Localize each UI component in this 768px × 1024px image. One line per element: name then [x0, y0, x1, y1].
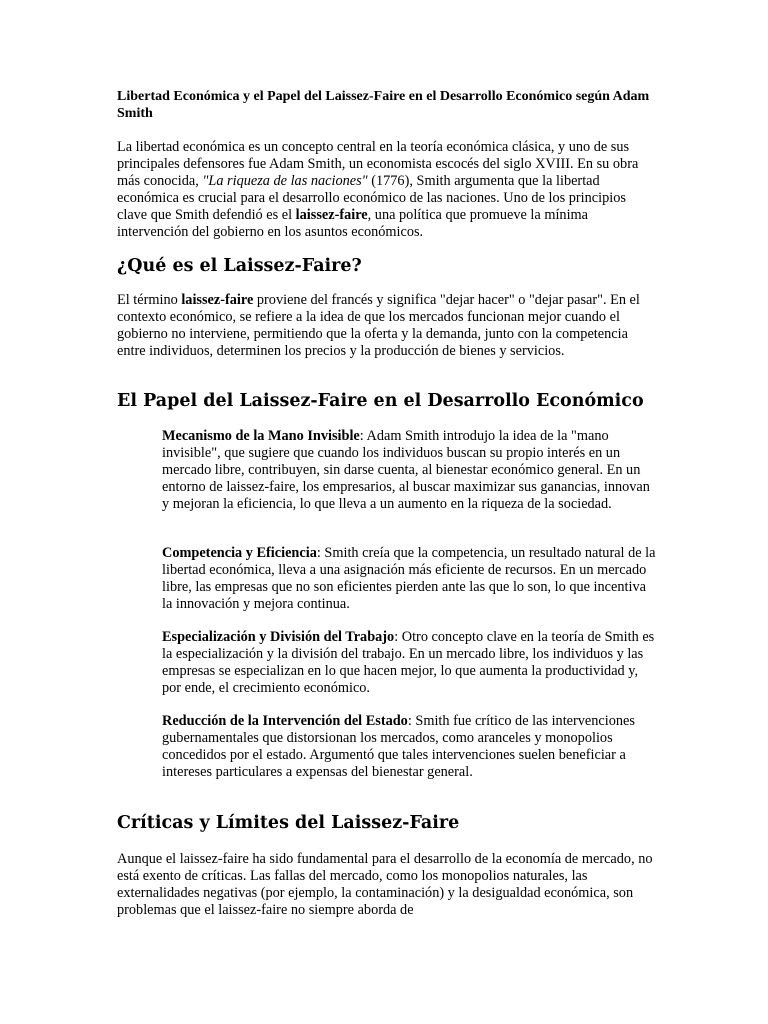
list-item: [162, 428, 657, 513]
section2-heading: El Papel del Laissez-Faire en el Desarrollo Económico: [117, 391, 644, 411]
section3-paragraph: Aunque el laissez-faire ha sido fundamental para el desarrollo de la economía de mercado, no está exento de críticas. Las fallas del mercado, como los monopolios naturales, las externalidades negativas (por ejemplo, la contaminación) y la desigualdad económica, son problemas que el laissez-faire no siempre aborda de: [117, 851, 653, 918]
section1-text-2: proviene del francés y significa "dejar hacer" o "dejar pasar". En el contexto económico, se refiere a la idea de que los mercados funcionan mejor cuando el gobierno no interviene, permitiendo que la oferta y la demanda, junto con la competencia entre individuos, determinen los precios y la producción de bienes y servicios.: [117, 292, 640, 359]
item-text: : Adam Smith introdujo la idea de la "mano invisible", que sugiere que cuando los individuos buscan su propio interés en un mercado libre, contribuyen, sin darse cuenta, al bienestar económico general. En un entorno de laissez-faire, los empresarios, al buscar maximizar sus ganancias, innovan y mejoran la eficiencia, lo que lleva a un aumento en la riqueza de la sociedad.: [162, 428, 650, 512]
item-term: Mecanismo de la Mano Invisible: [162, 428, 360, 444]
list-item: [162, 713, 657, 781]
intro-text-2: (1776), Smith argumenta que la libertad económica es crucial para el desarrollo económico de las naciones. Uno de los principios clave que Smith defendió es el: [117, 172, 626, 223]
section1-term: laissez-faire: [181, 292, 254, 308]
intro-term: laissez-faire: [295, 206, 368, 223]
item-term: Reducción de la Intervención del Estado: [162, 713, 408, 729]
intro-text-3: , una política que promueve la mínima intervención del gobierno en los asuntos económicos.: [117, 206, 589, 240]
item-text: : Smith creía que la competencia, un resultado natural de la libertad económica, lleva a una asignación más eficiente de recursos. En un mercado libre, las empresas que no son eficientes pierden ante las que lo son, lo que incentiva la innovación y mejora continua.: [162, 545, 656, 612]
list-item: [162, 545, 657, 613]
intro-paragraph: [117, 139, 657, 240]
section1-heading: ¿Qué es el Laissez-Faire?: [117, 256, 362, 276]
section3-heading: Críticas y Límites del Laissez-Faire: [117, 813, 460, 833]
list-item: [162, 629, 657, 697]
intro-text-1: La libertad económica es un concepto central en la teoría económica clásica, y uno de sus principales defensores fue Adam Smith, un economista escocés del siglo XVIII. En su obra más conocida,: [117, 139, 639, 189]
item-term: Competencia y Eficiencia: [162, 545, 317, 561]
section1-paragraph: [117, 292, 657, 360]
item-text: : Otro concepto clave en la teoría de Smith es la especialización y la división del trabajo. En un mercado libre, los individuos y las empresas se especializan en lo que hacen mejor, lo que aumenta la productividad y, por ende, el crecimiento económico.: [162, 629, 655, 696]
item-term: Especialización y División del Trabajo: [162, 629, 395, 645]
item-text: : Smith fue crítico de las intervenciones gubernamentales que distorsionan los mercados, como aranceles y monopolios concedidos por el estado. Argumentó que tales intervenciones suelen beneficiar a intereses particulares a expensas del bienestar general.: [162, 713, 635, 780]
book-title: "La riqueza de las naciones": [202, 172, 368, 189]
section1-text-1: El término: [117, 292, 182, 308]
document-title: Libertad Económica y el Papel del Laissez-Faire en el Desarrollo Económico según Adam Smith: [117, 89, 650, 121]
